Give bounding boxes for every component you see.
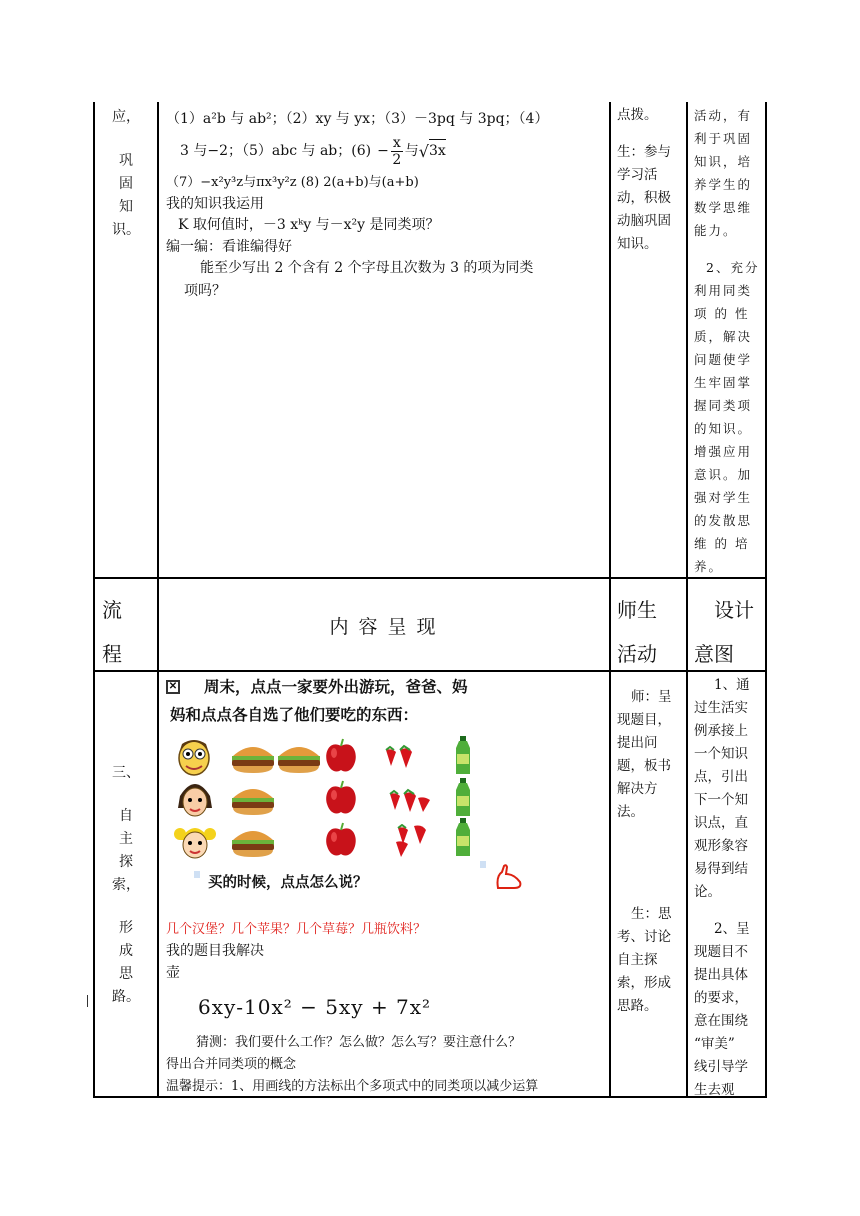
table-border-right [765, 102, 767, 1098]
girl-face-icon [174, 820, 216, 862]
exercise-line-2: 3 与−2；（5）abc 与 ab；(6) − $\frac{x}{2}$ 与 √ 3x [180, 134, 446, 168]
header-activity: 师生 活动 [617, 598, 657, 666]
exercise-line-3: （7）−x²y³z与πx³y²z (8) 2(a+b)与(a+b) [166, 175, 419, 190]
top-col-a [100, 104, 152, 242]
scenario-picture [164, 676, 524, 896]
top-col-d: 活动，有 利于巩固 知识，培 养学生的 数学思维 能力。 2、充分 利用同类 项 的 性 质，解决 问题使学 生牢固掌 握同类项 的知识。 增强应用 意识。加 强对学生 的发散思 维 的 培 养。 [694, 108, 760, 574]
apple-icon [324, 780, 358, 816]
col-a-text: 应， [112, 109, 140, 125]
slide-number-mark [194, 871, 200, 878]
pic-title-1: 周末，点点一家要外出游玩，爸爸、妈 [204, 678, 468, 696]
dad-face-icon [174, 736, 214, 778]
hu-char: 壶 [166, 965, 180, 981]
polynomial-expression: 6xy-10x² − 5xy + 7x² [198, 995, 432, 1019]
exercise-line-1: （1）a²b 与 ab²；（2）xy 与 yx；（3）－3pq 与 3pq；（4） [166, 111, 549, 127]
row-separator-1 [93, 577, 767, 579]
burger-icon [230, 826, 276, 858]
burger-icon [230, 784, 276, 816]
bottom-col-d: 1、通 过生活实 例承接上 一个知识 点，引出 下一个知 识点，直 观形象容 易得到结 论。 2、呈 现题目不 提出具体 的要求， 意在围绕 “审美” 线引导学 生去观 [694, 677, 750, 1098]
pic-caption: 买的时候，点点怎么说？ [208, 875, 368, 891]
concept-line: 得出合并同类项的概念 [166, 1057, 297, 1072]
tip-line: 温馨提示：1、用画线的方法标出个多项式中的同类项以减少运算 [166, 1079, 539, 1094]
bottom-col-a: 三、 自 主 探 索， 形 成 思 路。 [112, 765, 140, 1005]
burger-icon [230, 742, 276, 774]
slide-number-mark [480, 861, 486, 868]
header-flow: 流 程 [102, 598, 122, 666]
header-content: 内 容 呈 现 [329, 616, 438, 638]
drink-bottle-icon [454, 818, 472, 858]
top-col-c: 点拨。 生：参与 学习活 动，积极 动脑巩固 知识。 [617, 107, 671, 252]
question-k: K 取何值时，－3 xᵏy 与－x²y 是同类项？ [178, 217, 440, 233]
drink-bottle-icon [454, 736, 472, 776]
burger-icon [276, 742, 322, 774]
col-a-text: 巩 [119, 153, 133, 169]
guess-prompt: 猜测：我们要什么工作？怎么做？怎么写？要注意什么？ [196, 1035, 522, 1050]
section-knowledge-apply: 我的知识我运用 [166, 196, 264, 212]
pic-title-2: 妈和点点各自选了他们要吃的东西： [170, 706, 419, 724]
col-a-text: 固 [119, 176, 133, 192]
drink-bottle-icon [454, 778, 472, 818]
pic-bullet-icon: ✕ [166, 680, 180, 694]
apple-icon [324, 738, 358, 774]
bottom-col-c: 师：呈 现题目， 提出问 题，板书 解决方 法。 生：思 考、讨论 自主探 索，形成 思路。 [617, 689, 672, 1014]
compose-question: 能至少写出 2 个含有 2 个字母且次数为 3 的项为同类 [200, 260, 534, 276]
top-content [166, 108, 606, 303]
sqrt-sign: √ [418, 141, 429, 161]
strawberry-icon [386, 788, 432, 814]
header-intent: 设计 意图 [694, 598, 754, 666]
col-a-text: 知 [119, 199, 133, 215]
red-question: 几个汉堡？几个苹果？几个草莓？几瓶饮料？ [166, 922, 427, 937]
col-a-text: 识。 [112, 222, 140, 238]
strawberry-icon [392, 824, 432, 858]
section-solve: 我的题目我解决 [166, 943, 264, 959]
table-divider-1 [157, 102, 159, 1098]
fraction: $\frac{x}{2}$ [392, 134, 402, 168]
bottom-content [166, 920, 606, 1098]
strawberry-icon [382, 744, 416, 770]
section-compose: 编一编：看谁编得好 [166, 239, 292, 255]
minus-sign: − [377, 142, 389, 159]
compose-question-cont: 项吗？ [184, 283, 226, 299]
pointing-hand-icon [494, 864, 524, 890]
table-divider-3 [686, 102, 688, 1098]
apple-icon [324, 822, 358, 858]
mom-face-icon [176, 778, 214, 820]
table-border-left [93, 102, 95, 1098]
table-divider-2 [609, 102, 611, 1098]
margin-mark [87, 995, 88, 1007]
